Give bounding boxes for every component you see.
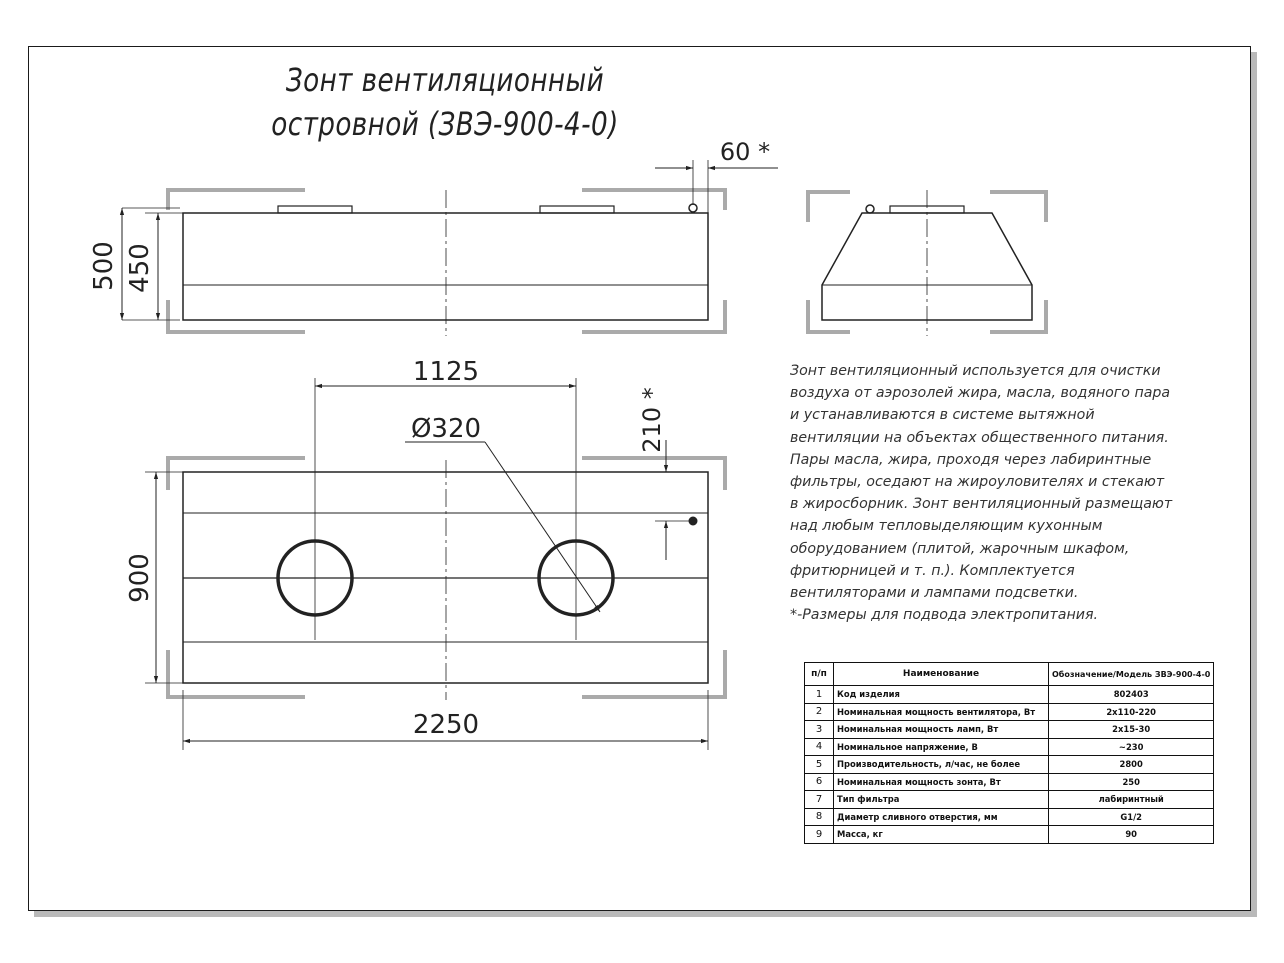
row-num: 8 (805, 808, 834, 826)
front-body (183, 213, 708, 320)
front-top-vent-left (278, 206, 352, 213)
spec-table (804, 662, 1214, 844)
row-name: Номинальная мощность зонта, Вт (834, 773, 1049, 791)
row-name: Номинальное напряжение, В (834, 738, 1049, 756)
table-row (805, 756, 1214, 774)
table-row (805, 686, 1214, 704)
description-line: Пары масла, жира, проходя через лабиринтные (790, 451, 1152, 468)
row-num: 3 (805, 721, 834, 739)
table-row (805, 826, 1214, 844)
row-value: 2х110-220 (1049, 703, 1214, 721)
row-num: 4 (805, 738, 834, 756)
header-num: п/п (805, 663, 834, 686)
dim-length: 2250 (412, 710, 480, 740)
title-line-1: Зонт вентиляционный (285, 61, 605, 99)
side-view (808, 190, 1046, 336)
header-value: Обозначение/Модель ЗВЭ-900-4-0 (1049, 663, 1214, 686)
row-num: 9 (805, 826, 834, 844)
row-name: Номинальная мощность ламп, Вт (834, 721, 1049, 739)
table-row (805, 773, 1214, 791)
row-value: 802403 (1049, 686, 1214, 704)
description-line: в жиросборник. Зонт вентиляционный размещают (790, 496, 1173, 513)
row-value: 2х15-30 (1049, 721, 1214, 739)
title-line-2: островной (ЗВЭ-900-4-0) (271, 105, 619, 143)
dim-cable-side: 210 * (638, 387, 666, 453)
description-line: вентиляции на объектах общественного питания. (790, 429, 1169, 446)
row-value: ~230 (1049, 738, 1214, 756)
row-name: Производительность, л/час, не более (834, 756, 1049, 774)
row-value: 250 (1049, 773, 1214, 791)
description-line: и устанавливаются в системе вытяжной (790, 407, 1095, 424)
dim-hole-spacing: 1125 (412, 357, 480, 387)
row-name: Диаметр сливного отверстия, мм (834, 808, 1049, 826)
row-num: 1 (805, 686, 834, 704)
table-row (805, 738, 1214, 756)
description-line: над любым тепловыделяющим кухонным (790, 518, 1103, 535)
dim-cable-offset: 60 * (719, 138, 771, 166)
row-value: лабиринтный (1049, 791, 1214, 809)
row-value: G1/2 (1049, 808, 1214, 826)
row-name: Код изделия (834, 686, 1049, 704)
cable-gland-icon (689, 204, 697, 212)
description-line: Зонт вентиляционный используется для очистки (790, 363, 1161, 379)
description-footnote: *-Размеры для подвода электропитания. (790, 607, 1098, 624)
front-view-brackets (168, 190, 725, 332)
description-line: воздуха от аэрозолей жира, масла, водяного пара (790, 385, 1171, 402)
row-name: Номинальная мощность вентилятора, Вт (834, 703, 1049, 721)
table-row (805, 703, 1214, 721)
row-num: 7 (805, 791, 834, 809)
dim-depth: 900 (125, 553, 155, 603)
row-name: Тип фильтра (834, 791, 1049, 809)
row-num: 5 (805, 756, 834, 774)
row-value: 2800 (1049, 756, 1214, 774)
table-row (805, 808, 1214, 826)
description-text (790, 360, 1190, 626)
dim-height-body: 450 (125, 243, 155, 293)
row-value: 90 (1049, 826, 1214, 844)
description-line: вентиляторами и лампами подсветки. (790, 585, 1079, 602)
description-line: фильтры, оседают на жироуловителях и стекают (790, 474, 1165, 491)
row-name: Масса, кг (834, 826, 1049, 844)
front-view (122, 160, 778, 336)
header-name: Наименование (834, 663, 1049, 686)
front-top-vent-right (540, 206, 614, 213)
table-row (805, 721, 1214, 739)
row-num: 6 (805, 773, 834, 791)
dim-hole-diameter: Ø320 (410, 414, 482, 444)
spec-table-header (805, 663, 1214, 686)
description-line: оборудованием (плитой, жарочным шкафом, (790, 540, 1130, 557)
table-row (805, 791, 1214, 809)
row-num: 2 (805, 703, 834, 721)
description-line: фритюрницей и т. п.). Комплектуется (790, 562, 1075, 579)
dim-height-total: 500 (89, 241, 119, 291)
